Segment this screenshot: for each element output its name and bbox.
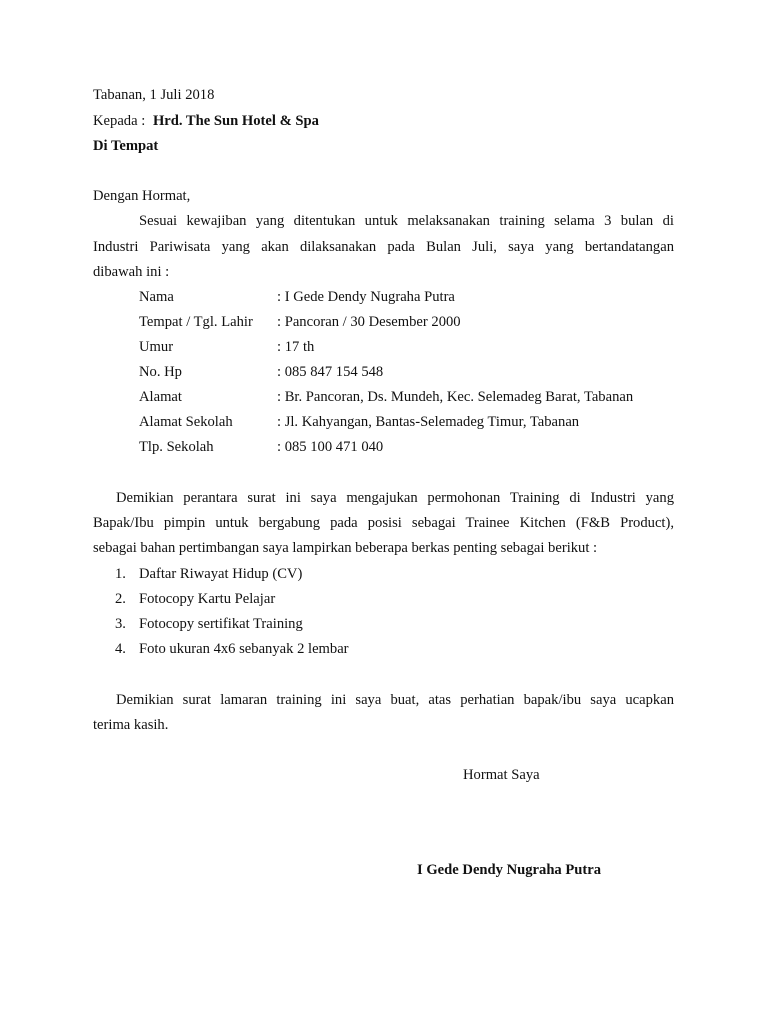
request-line-2: Bapak/Ibu pimpin untuk bergabung pada posisi sebagai Trainee Kitchen (F&B Product),: [93, 515, 674, 531]
salutation: Dengan Hormat,: [93, 188, 191, 204]
detail-value-school-phone: : 085 100 471 040: [277, 439, 384, 455]
detail-value-address: : Br. Pancoran, Ds. Mundeh, Kec. Selemadeg Barat, Tabanan: [277, 389, 634, 405]
attachment-number: 3.: [115, 616, 126, 632]
signature-greeting: Hormat Saya: [463, 767, 540, 783]
attachment-item: Fotocopy Kartu Pelajar: [139, 591, 276, 607]
detail-value-name: : I Gede Dendy Nugraha Putra: [277, 289, 455, 305]
recipient-location: Di Tempat: [93, 138, 159, 154]
intro-line-1: Sesuai kewajiban yang ditentukan untuk melaksanakan training selama 3 bulan di: [139, 213, 674, 229]
detail-label-phone: No. Hp: [139, 364, 182, 380]
detail-label-birth: Tempat / Tgl. Lahir: [139, 314, 253, 330]
to-label: Kepada :: [93, 113, 146, 129]
attachment-item: Daftar Riwayat Hidup (CV): [139, 566, 303, 582]
detail-value-birth: : Pancoran / 30 Desember 2000: [277, 314, 461, 330]
attachment-item: Foto ukuran 4x6 sebanyak 2 lembar: [139, 641, 349, 657]
place-date: Tabanan, 1 Juli 2018: [93, 87, 215, 103]
detail-value-school-address: : Jl. Kahyangan, Bantas-Selemadeg Timur, Tabanan: [277, 414, 580, 430]
intro-line-3: dibawah ini :: [93, 264, 170, 280]
attachment-item: Fotocopy sertifikat Training: [139, 616, 303, 632]
attachment-number: 1.: [115, 566, 126, 582]
detail-label-address: Alamat: [139, 389, 182, 405]
intro-line-2: Industri Pariwisata yang akan dilaksanakan pada Bulan Juli, saya yang bertandatangan: [93, 239, 674, 255]
detail-label-age: Umur: [139, 339, 174, 355]
detail-label-school-address: Alamat Sekolah: [139, 414, 233, 430]
recipient-line: [93, 113, 319, 131]
detail-label-name: Nama: [139, 289, 174, 305]
request-line-1: Demikian perantara surat ini saya mengajukan permohonan Training di Industri yang: [116, 490, 674, 506]
signature-name: I Gede Dendy Nugraha Putra: [417, 862, 602, 878]
closing-line-2: terima kasih.: [93, 717, 169, 733]
closing-line-1: Demikian surat lamaran training ini saya buat, atas perhatian bapak/ibu saya ucapkan: [116, 692, 674, 708]
detail-value-phone: : 085 847 154 548: [277, 364, 384, 380]
detail-value-age: : 17 th: [277, 339, 315, 355]
attachment-number: 4.: [115, 641, 126, 657]
detail-label-school-phone: Tlp. Sekolah: [139, 439, 214, 455]
recipient-name: Hrd. The Sun Hotel & Spa: [152, 113, 319, 129]
request-line-3: sebagai bahan pertimbangan saya lampirkan beberapa berkas penting sebagai berikut :: [93, 540, 598, 556]
attachment-number: 2.: [115, 591, 126, 607]
